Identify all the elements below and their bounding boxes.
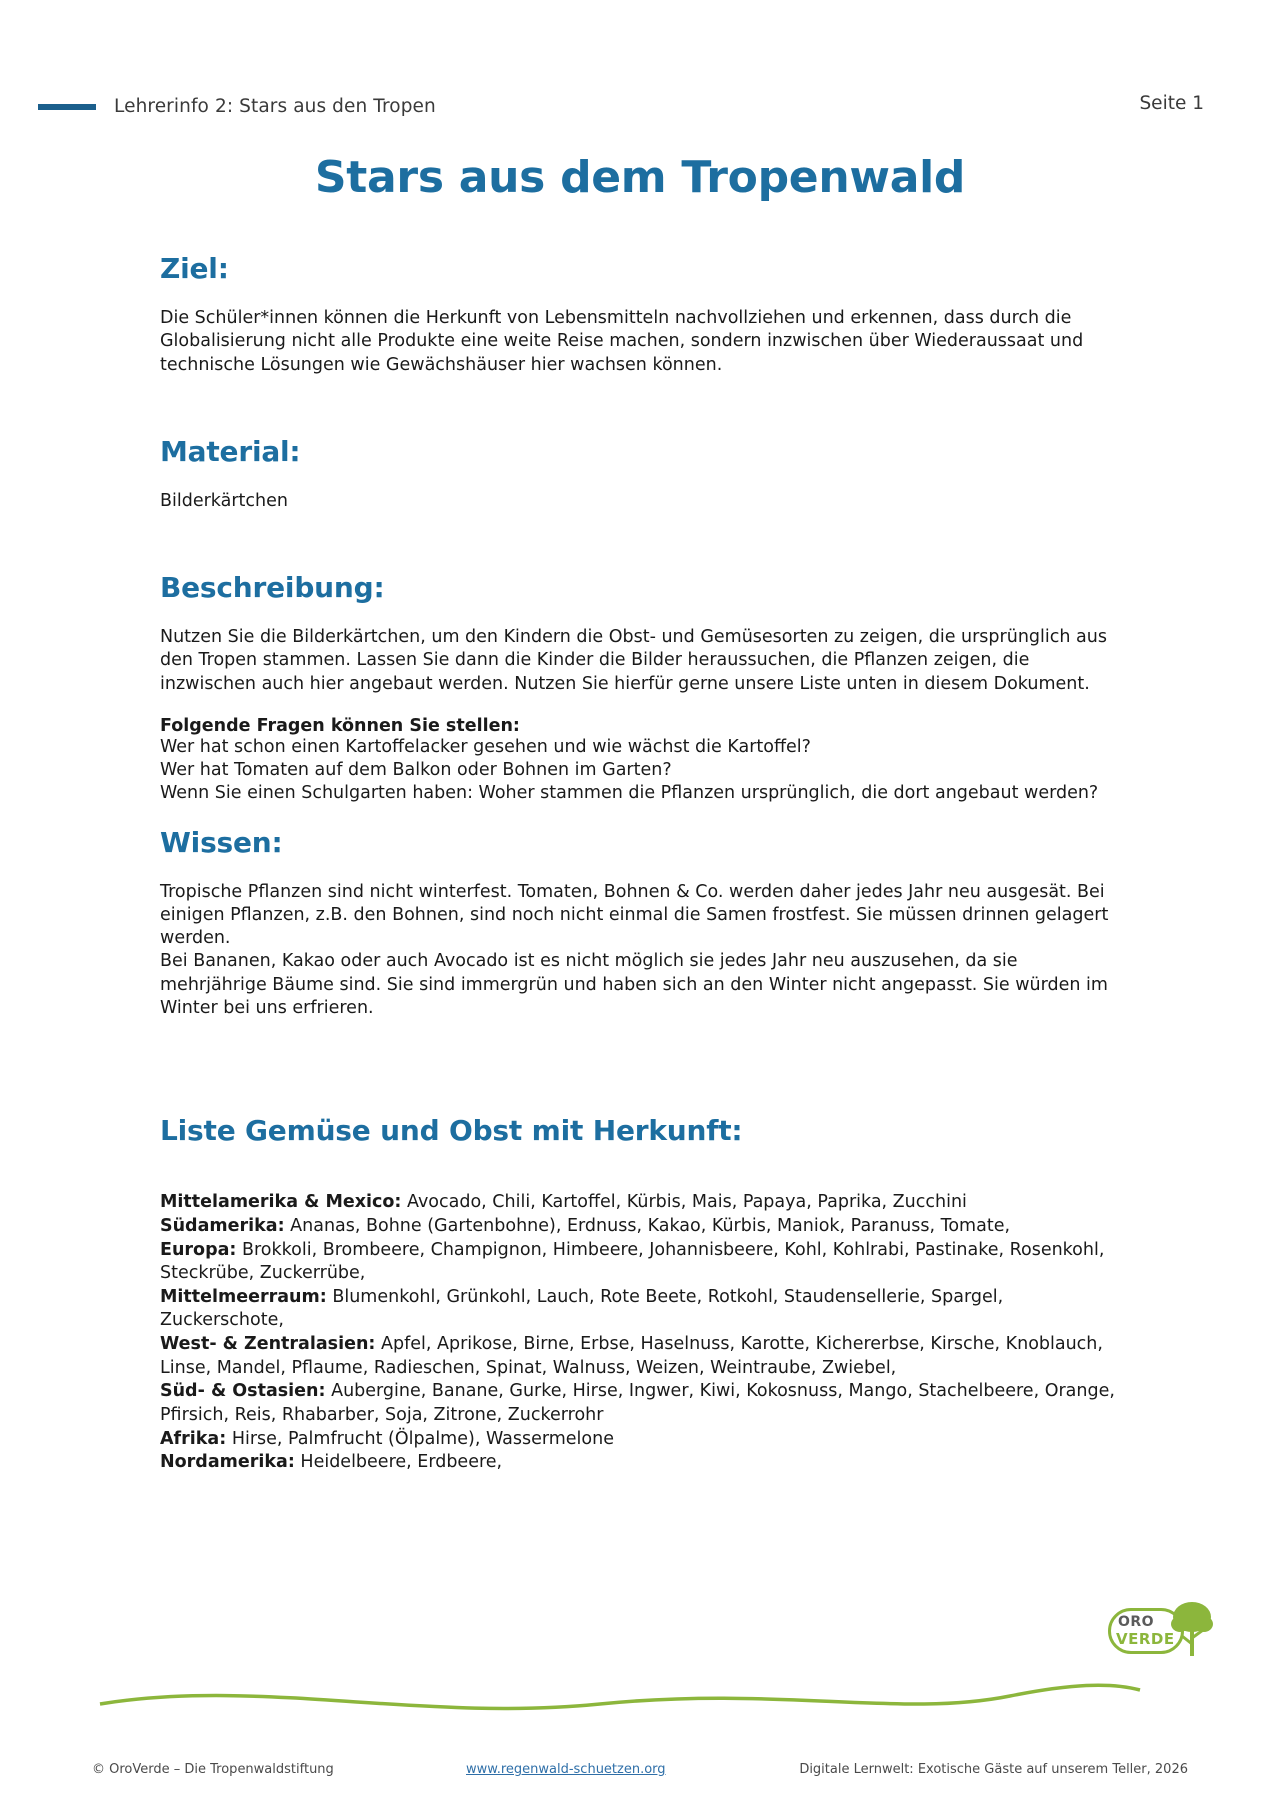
question-item: Wenn Sie einen Schulgarten haben: Woher stammen die Pflanzen ursprünglich, die dort angebaut werden?	[160, 783, 1099, 804]
document-content	[160, 252, 1120, 1475]
origin-entry	[160, 1215, 1120, 1239]
section-heading-beschreibung: Beschreibung:	[160, 571, 385, 605]
section-text-wissen-1: Tropische Pflanzen sind nicht winterfest. Tomaten, Bohnen & Co. werden daher jedes Jahr neu ausgesät. Bei einigen Pflanzen, z.B. den Bohnen, sind noch nicht einmal die Samen frostfest. Sie müssen drinnen gelagert werden.	[160, 881, 1109, 949]
origin-region: Südamerika:	[160, 1215, 285, 1236]
origin-items: Apfel, Aprikose, Birne, Erbse, Haselnuss, Karotte, Kichererbse, Kirsche, Knoblauch, Linse, Mandel, Pflaume, Radieschen, Spinat, Walnuss, Weizen, Weintraube, Zwiebel,	[160, 1334, 1103, 1378]
footer-wave-decoration	[0, 1674, 1280, 1724]
section-heading-liste: Liste Gemüse und Obst mit Herkunft:	[160, 1114, 743, 1148]
header-page-number: Seite 1	[1139, 93, 1204, 114]
footer-copyright: © OroVerde – Die Tropenwaldstiftung	[92, 1762, 334, 1777]
origin-entry	[160, 1428, 1120, 1452]
logo-text-verde: VERDE	[1116, 1630, 1175, 1648]
origin-region: Mittelmeerraum:	[160, 1286, 327, 1307]
question-item: Wer hat Tomaten auf dem Balkon oder Bohnen im Garten?	[160, 760, 672, 781]
section-text-wissen-2: Bei Bananen, Kakao oder auch Avocado ist es nicht möglich sie jedes Jahr neu auszusehen, da sie mehrjährige Bäume sind. Sie sind immergrün und haben sich an den Winter nicht angepasst. Sie würden im Winter bei uns erfrieren.	[160, 951, 1108, 1018]
origin-region: Europa:	[160, 1239, 237, 1260]
section-heading-wissen: Wissen:	[160, 825, 283, 859]
origin-items: Hirse, Palmfrucht (Ölpalme), Wassermelone	[231, 1428, 614, 1449]
logo-text-oro: ORO	[1118, 1614, 1155, 1630]
origin-items: Blumenkohl, Grünkohl, Lauch, Rote Beete, Rotkohl, Staudensellerie, Spargel, Zuckerschote,	[160, 1286, 1004, 1331]
origin-entry	[160, 1239, 1120, 1286]
origin-region: Süd- & Ostasien:	[160, 1381, 326, 1402]
section-text-ziel: Die Schüler*innen können die Herkunft von Lebensmitteln nachvollziehen und erkennen, dass durch die Globalisierung nicht alle Produkte eine weite Reise machen, sondern inzwischen über Wiederaussaat und technische Lösungen wie Gewächshäuser hier wachsen können.	[160, 308, 1084, 375]
section-heading-ziel: Ziel:	[160, 252, 229, 285]
header-label: Lehrerinfo 2: Stars aus den Tropen	[114, 96, 436, 117]
oroverde-logo	[1108, 1600, 1212, 1662]
origin-region: Nordamerika:	[160, 1452, 295, 1473]
origin-entry	[160, 1451, 1120, 1475]
page-header	[0, 93, 1280, 117]
footer-source: Digitale Lernwelt: Exotische Gäste auf unserem Teller, 2026	[799, 1762, 1188, 1777]
header-rule-decoration	[38, 104, 96, 110]
question-item: Wer hat schon einen Kartoffelacker gesehen und wie wächst die Kartoffel?	[160, 736, 811, 757]
questions-heading: Folgende Fragen können Sie stellen:	[160, 715, 520, 736]
origin-entry	[160, 1380, 1120, 1427]
tree-icon	[1170, 1600, 1214, 1658]
origins-list	[160, 1191, 1120, 1475]
origin-region: West- & Zentralasien:	[160, 1334, 376, 1354]
section-text-material: Bilderkärtchen	[160, 490, 288, 511]
section-text-beschreibung: Nutzen Sie die Bilderkärtchen, um den Kindern die Obst- und Gemüsesorten zu zeigen, die ursprünglich aus den Tropen stammen. Lassen Sie dann die Kinder die Bilder heraussuchen, die Pflanzen zeigen, die inzwischen auch hier angebaut werden. Nutzen Sie hierfür gerne unsere Liste unten in diesem Dokument.	[160, 627, 1107, 694]
origin-entry	[160, 1286, 1120, 1333]
origin-entry	[160, 1191, 1120, 1215]
origin-items: Brokkoli, Brombeere, Champignon, Himbeere, Johannisbeere, Kohl, Kohlrabi, Pastinake, Rosenkohl, Steckrübe, Zuckerrübe,	[160, 1239, 1105, 1284]
page-title: Stars aus dem Tropenwald	[314, 152, 966, 203]
origin-items: Heidelbeere, Erdbeere,	[300, 1452, 503, 1473]
origin-region: Afrika:	[160, 1428, 227, 1449]
origin-entry	[160, 1333, 1120, 1380]
origin-items: Aubergine, Banane, Gurke, Hirse, Ingwer, Kiwi, Kokosnuss, Mango, Stachelbeere, Orange, Pfirsich, Reis, Rhabarber, Soja, Zitrone, Zuckerrohr	[160, 1381, 1115, 1425]
footer-website-link[interactable]: www.regenwald-schuetzen.org	[466, 1762, 666, 1777]
origin-items: Ananas, Bohne (Gartenbohne), Erdnuss, Kakao, Kürbis, Maniok, Paranuss, Tomate,	[290, 1215, 1011, 1236]
section-heading-material: Material:	[160, 434, 301, 468]
origin-items: Avocado, Chili, Kartoffel, Kürbis, Mais, Papaya, Paprika, Zucchini	[407, 1192, 967, 1213]
origin-region: Mittelamerika & Mexico:	[160, 1192, 402, 1213]
